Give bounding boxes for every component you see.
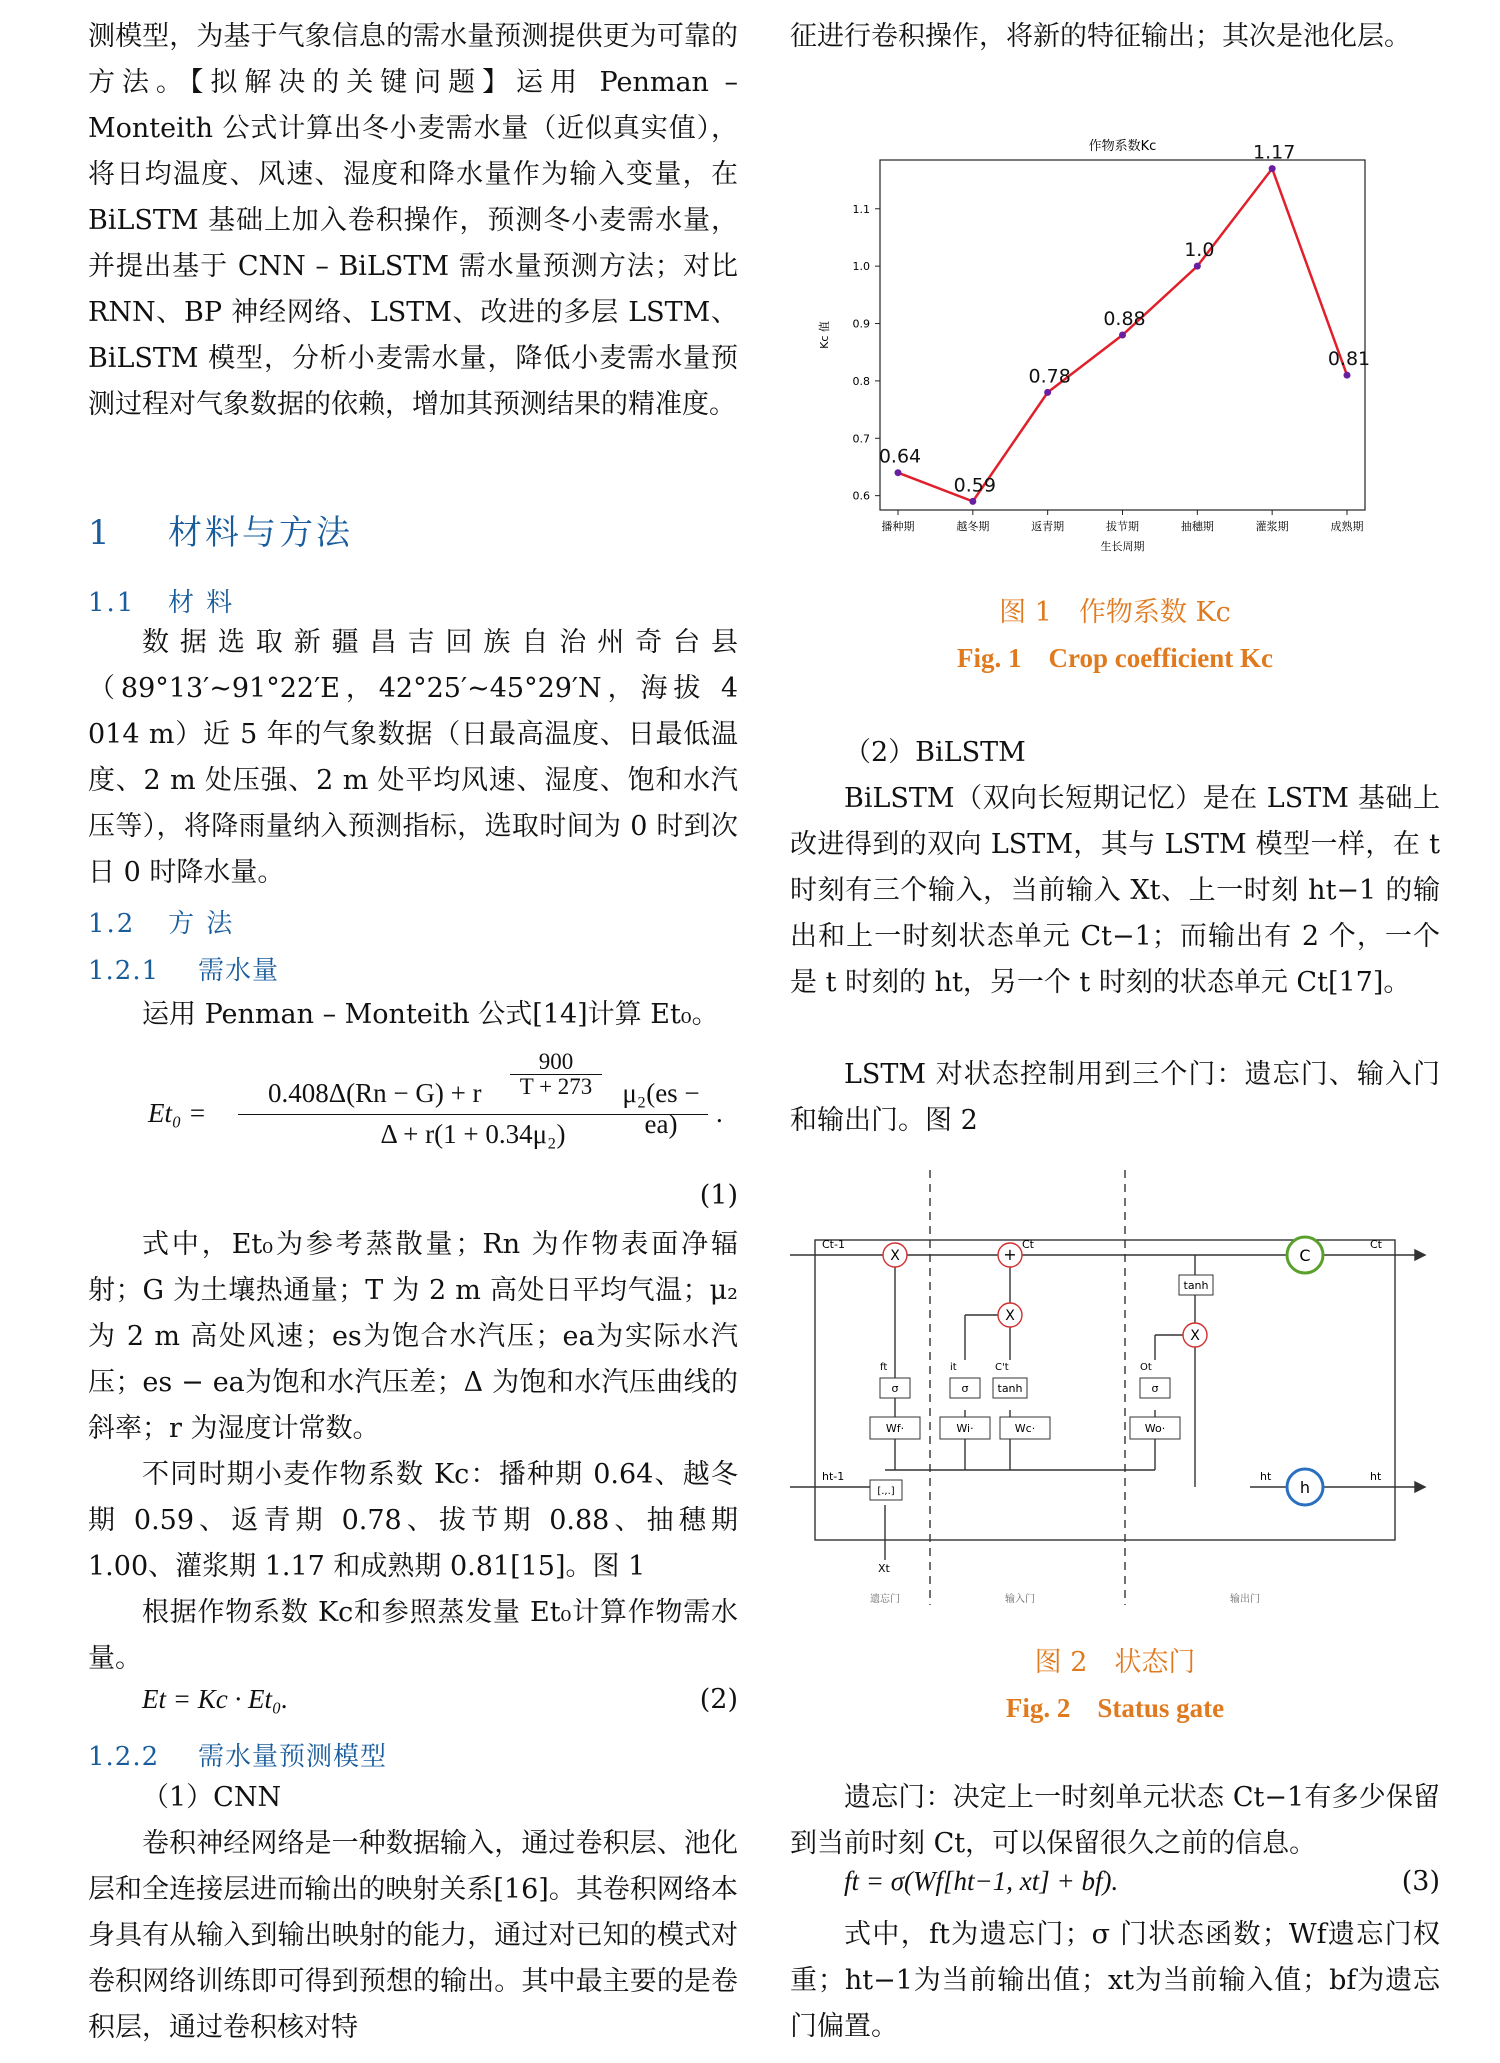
subsubsection-heading-1-2-2 [88,1736,387,1773]
output-mul-node [1183,1323,1207,1347]
bilstm-label: （2）BiLSTM [844,737,1026,768]
intro-paragraph: 测模型，为基于气象信息的需水量预测提供更为可靠的方法。【拟解决的关键问题】运用 Penman – Monteith 公式计算出冬小麦需水量（近似真实值），将日均温度、风速、湿度和降水量作为输入变量，在 BiLSTM 基础上加入卷积操作，预测冬小麦需水量，并提出基于 CNN – BiLSTM 需水量预测方法；对比 RNN、BP 神经网络、LSTM、改进的多层 LSTM、BiLSTM 模型，分析小麦需水量，降低小麦需水量预测过程对气象数据的依赖，增加其预测结果的精准度。 [88,21,738,420]
w-forget-label: Wf· [885,1422,905,1435]
sigma-input-label: σ [961,1382,969,1395]
h-output-node [1287,1469,1323,1505]
data-label: 0.78 [1028,365,1071,388]
subsubsection-title: 需水量预测模型 [198,1742,388,1772]
subsubsection-number: 1.2.2 [88,1742,160,1772]
cnn-paragraph: 卷积神经网络是一种数据输入，通过卷积层、池化层和全连接层进而输出的映射关系[16]。其卷积网络本身具有从输入到输出映射的能力，通过对已知的模式对卷积网络训练即可得到预想的输出。其中最主要的是卷积层，通过卷积核对特 [88,1828,738,2043]
fig2-caption-cn: 图 2 状态门 [1034,1647,1196,1678]
eq1-period: . [716,1098,723,1128]
eq1-numerator-b: μ₂(es − ea) [622,1078,700,1139]
tanh-top-label: tanh [1183,1279,1209,1292]
mul-symbol: X [1190,1328,1200,1344]
data-point [1194,263,1201,270]
eq1-inner-fraction [510,1050,602,1099]
section-number: 1 [88,513,113,553]
et-paragraph: 根据作物系数 Kc和参照蒸发量 Et₀计算作物需水量。 [88,1597,738,1674]
hidden-output-arrow [1415,1482,1425,1492]
c-top-label: Ct [1022,1238,1034,1251]
subsection-number: 1.2 [88,909,136,939]
x-tick-label: 灌浆期 [1255,520,1289,533]
h-mid-label: ht [1260,1470,1272,1483]
data-label: 0.64 [878,445,922,468]
concat-label: [.,.] [877,1486,895,1497]
data-label: 1.0 [1184,239,1215,262]
eq1-numerator-a: 0.408Δ(Rn − G) + r [268,1078,482,1108]
equation-3: ft = σ(Wf[ht−1, xt] + bf). [844,1866,1119,1896]
section-title: 材料与方法 [168,513,353,553]
variables-paragraph: 式中，Et₀为参考蒸散量；Rn 为作物表面净辐射；G 为土壤热通量；T 为 2 m 高处日平均气温；μ₂为 2 m 高处风速；es为饱合水汽压；ea为实际水汽压；es − ea为饱和水汽压差；Δ 为饱和水汽压曲线的斜率；r 为湿度计常数。 [88,1229,738,1444]
data-point [1344,372,1351,379]
gates-paragraph: LSTM 对状态控制用到三个门：遗忘门、输入门和输出门。图 2 [790,1059,1440,1136]
subsubsection-number: 1.2.1 [88,956,160,986]
x-input-label: Xt [878,1562,890,1575]
c-prev-label: Ct-1 [822,1238,845,1251]
subsection-number: 1.1 [88,588,136,618]
eq2-number: (2) [699,1684,738,1715]
x-tick-label: 成熟期 [1330,520,1364,533]
forget-mul-node [883,1243,907,1267]
x-tick-label: 越冬期 [956,520,990,533]
mul-symbol: X [890,1248,900,1264]
fig1-caption-en: Fig. 1 Crop coefficient Kc [957,643,1273,673]
kc-paragraph: 不同时期小麦作物系数 Kc：播种期 0.64、越冬期 0.59、返青期 0.78、拔节期 0.88、抽穗期 1.00、灌浆期 1.17 和成熟期 0.81[15]。图 1 [88,1459,738,1582]
data-source-paragraph: 数据选取新疆昌吉回族自治州奇台县（89°13′~91°22′E，42°25′~45°29′N，海拔 4 014 m）近 5 年的气象数据（日最高温度、日最低温度、2 m 处压强、2 m 处平均风速、湿度、饱和水汽压等），将降雨量纳入预测指标，选取时间为 0 时到次日 0 时降水量。 [88,627,738,888]
input-mul-node [998,1303,1022,1327]
data-point [895,469,902,476]
data-label: 0.59 [953,474,996,497]
c-tilde-label: C't [995,1362,1009,1373]
f-label: ft [880,1362,888,1373]
fig1-caption-cn: 图 1 作物系数 Kc [999,597,1231,628]
data-label: 0.81 [1327,348,1371,371]
cnn-label: （1）CNN [142,1782,282,1813]
bilstm-paragraph: BiLSTM（双向长短期记忆）是在 LSTM 基础上改进得到的双向 LSTM，其与 LSTM 模型一样，在 t 时刻有三个输入，当前输入 Xt、上一时刻 ht−1 的输出和上一时刻状态单元 Ct−1；而输出有 2 个，一个是 t 时刻的 ht，另一个 t 时刻的状态单元 Ct[17]。 [790,783,1440,998]
subsubsection-title: 需水量 [198,956,280,986]
y-axis-label: Kc 值 [818,321,831,349]
subsection-title: 方 法 [168,909,235,939]
y-tick-label: 1.0 [852,260,870,274]
kc-line-chart [790,120,1440,570]
y-tick-label: 0.8 [852,374,870,388]
subsubsection-heading-1-2-1 [88,950,279,987]
equation-2: Et = Kc · Et₀. [142,1684,289,1714]
x-tick-label: 返青期 [1031,520,1065,533]
gate-output-label: 输出门 [1230,1594,1260,1605]
y-tick-label: 0.6 [852,489,870,503]
add-node [998,1243,1022,1267]
x-axis-label: 生长周期 [1100,540,1145,553]
eq1-fraction [238,1050,718,1150]
w-output-label: Wo· [1144,1422,1166,1435]
y-tick-label: 1.1 [852,202,870,216]
data-point [1044,389,1051,396]
data-point [1269,165,1276,172]
data-label: 0.88 [1103,308,1146,330]
forget-vars-paragraph: 式中，ft为遗忘门；σ 门状态函数；Wf遗忘门权重；ht−1为当前输出值；xt为当前输入值；bf为遗忘门偏置。 [790,1919,1440,2042]
gate-input-label: 输入门 [1005,1594,1035,1605]
eq1-inner-num: 900 [510,1050,602,1075]
x-tick-label: 抽穗期 [1180,520,1214,533]
y-tick-label: 0.9 [852,317,870,331]
mul-symbol: X [1005,1308,1015,1324]
c-output-node [1287,1237,1323,1273]
c-out-label: Ct [1370,1238,1382,1251]
w-input-label: Wi· [956,1422,974,1435]
tanh-mid-label: tanh [997,1382,1023,1395]
add-symbol: + [1003,1245,1017,1264]
lstm-gate-diagram [790,1160,1440,1620]
eq1-denominator: Δ + r(1 + 0.34μ₂) [380,1119,566,1149]
x-tick-label: 拔节期 [1106,520,1139,533]
o-label: Ot [1140,1362,1152,1373]
forget-gate-paragraph: 遗忘门：决定上一时刻单元状态 Ct−1有多少保留到当前时刻 Ct，可以保留很久之前的信息。 [790,1782,1440,1859]
eq1-number: (1) [699,1180,738,1211]
x-tick-label: 播种期 [881,520,915,533]
data-point [969,498,976,505]
pooling-paragraph: 征进行卷积操作，将新的特征输出；其次是池化层。 [790,21,1411,52]
gate-forget-label: 遗忘门 [870,1594,900,1605]
equation-1 [88,1050,738,1170]
y-tick-label: 0.7 [852,432,870,446]
h-node-label: h [1299,1478,1311,1497]
eq3-number: (3) [1401,1866,1440,1897]
subsection-heading-1-1 [88,582,234,619]
sigma-forget-label: σ [891,1382,899,1395]
h-out-label: ht [1370,1470,1382,1483]
subsection-heading-1-2 [88,903,234,940]
c-node-label: C [1299,1246,1311,1265]
eq1-lhs: Et₀ = [148,1098,207,1128]
i-label: it [950,1362,957,1373]
w-candidate-label: Wc· [1014,1422,1036,1435]
data-label: 1.17 [1253,141,1296,164]
cell-state-arrow [1415,1250,1425,1260]
h-prev-label: ht-1 [822,1470,845,1483]
chart-title: 作物系数Kc [1088,139,1157,154]
penman-paragraph: 运用 Penman – Monteith 公式[14]计算 Et₀。 [142,999,719,1030]
eq1-inner-den: T + 273 [519,1074,593,1099]
sigma-output-label: σ [1151,1382,1159,1395]
fig2-caption-en: Fig. 2 Status gate [1005,1693,1225,1723]
data-point [1119,332,1126,339]
subsection-title: 材 料 [168,588,235,618]
section-heading-1 [88,505,353,554]
